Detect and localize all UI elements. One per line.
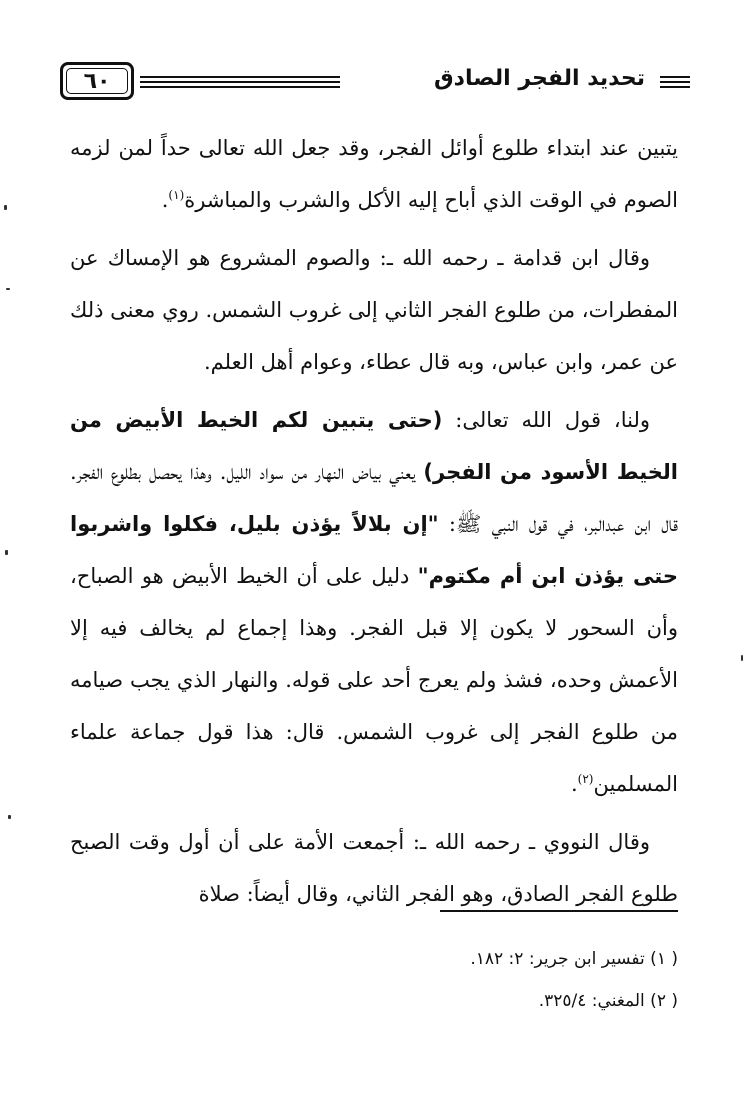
paragraph-3-final: .	[570, 772, 578, 796]
paragraph-4-text: وقال النووي ـ رحمه الله ـ: أجمعت الأمة على أن أول وقت الصبح طلوع الفجر الصادق، وهو الفجر الثاني، وقال أيضاً: صلاة	[70, 830, 678, 906]
footnote-divider	[440, 910, 678, 912]
footnotes	[70, 938, 678, 1022]
scan-speck	[6, 288, 10, 290]
page-header	[60, 62, 690, 106]
scan-speck	[741, 655, 743, 661]
paragraph-3-start: ولنا، قول الله تعالى:	[442, 408, 650, 432]
footnote-ref-1: (١)	[168, 188, 185, 202]
footnote-ref-2: (٢)	[577, 772, 594, 786]
page-number: ٦٠	[60, 62, 134, 100]
quran-quote: (حتى يتبين لكم الخيط الأبيض من الخيط الأسود من الفجر)	[70, 408, 678, 484]
main-text	[70, 122, 678, 920]
paragraph-2	[70, 232, 678, 388]
paragraph-3-mid: يعني بياض النهار من سواد الليل. وهذا يحصل بطلوع الفجر. قال ابن عبدالبر، في قول النبي ﷺ:	[70, 460, 678, 536]
footnote-1: ( ١) تفسير ابن جرير: ٢: ١٨٢.	[470, 949, 678, 969]
scan-speck	[8, 815, 11, 819]
paragraph-3	[70, 394, 678, 810]
running-title: تحديد الفجر الصادق	[434, 66, 645, 91]
paragraph-1-end: .	[161, 188, 169, 212]
paragraph-3-end: دليل على أن الخيط الأبيض هو الصباح، وأن السحور لا يكون إلا قبل الفجر. وهذا إجماع لم يخالف فيه إلا الأعمش وحده، فشذ ولم يعرج أحد على قوله. والنهار الذي يجب صيامه من طلوع الفجر إلى غروب الشمس. قال: هذا قول جماعة علماء المسلمين	[70, 564, 678, 796]
paragraph-2-text: وقال ابن قدامة ـ رحمه الله ـ: والصوم المشروع هو الإمساك عن المفطرات، من طلوع الفجر الثاني إلى غروب الشمس. روي معنى ذلك عن عمر، وابن عباس، وبه قال عطاء، وعوام أهل العلم.	[70, 246, 678, 374]
scan-speck	[4, 205, 7, 210]
scan-speck	[5, 550, 8, 555]
hadith-quote: "إن بلالاً يؤذن بليل، فكلوا واشربوا حتى يؤذن ابن أم مكتوم"	[70, 512, 678, 588]
header-rule-right	[660, 76, 690, 88]
header-rule-left	[140, 76, 340, 88]
paragraph-4	[70, 816, 678, 920]
paragraph-1	[70, 122, 678, 226]
paragraph-1-text: يتبين عند ابتداء طلوع أوائل الفجر، وقد جعل الله تعالى حداً لمن لزمه الصوم في الوقت الذي أباح إليه الأكل والشرب والمباشرة	[70, 136, 678, 212]
footnote-2: ( ٢) المغني: ٣٢٥/٤.	[538, 991, 678, 1011]
